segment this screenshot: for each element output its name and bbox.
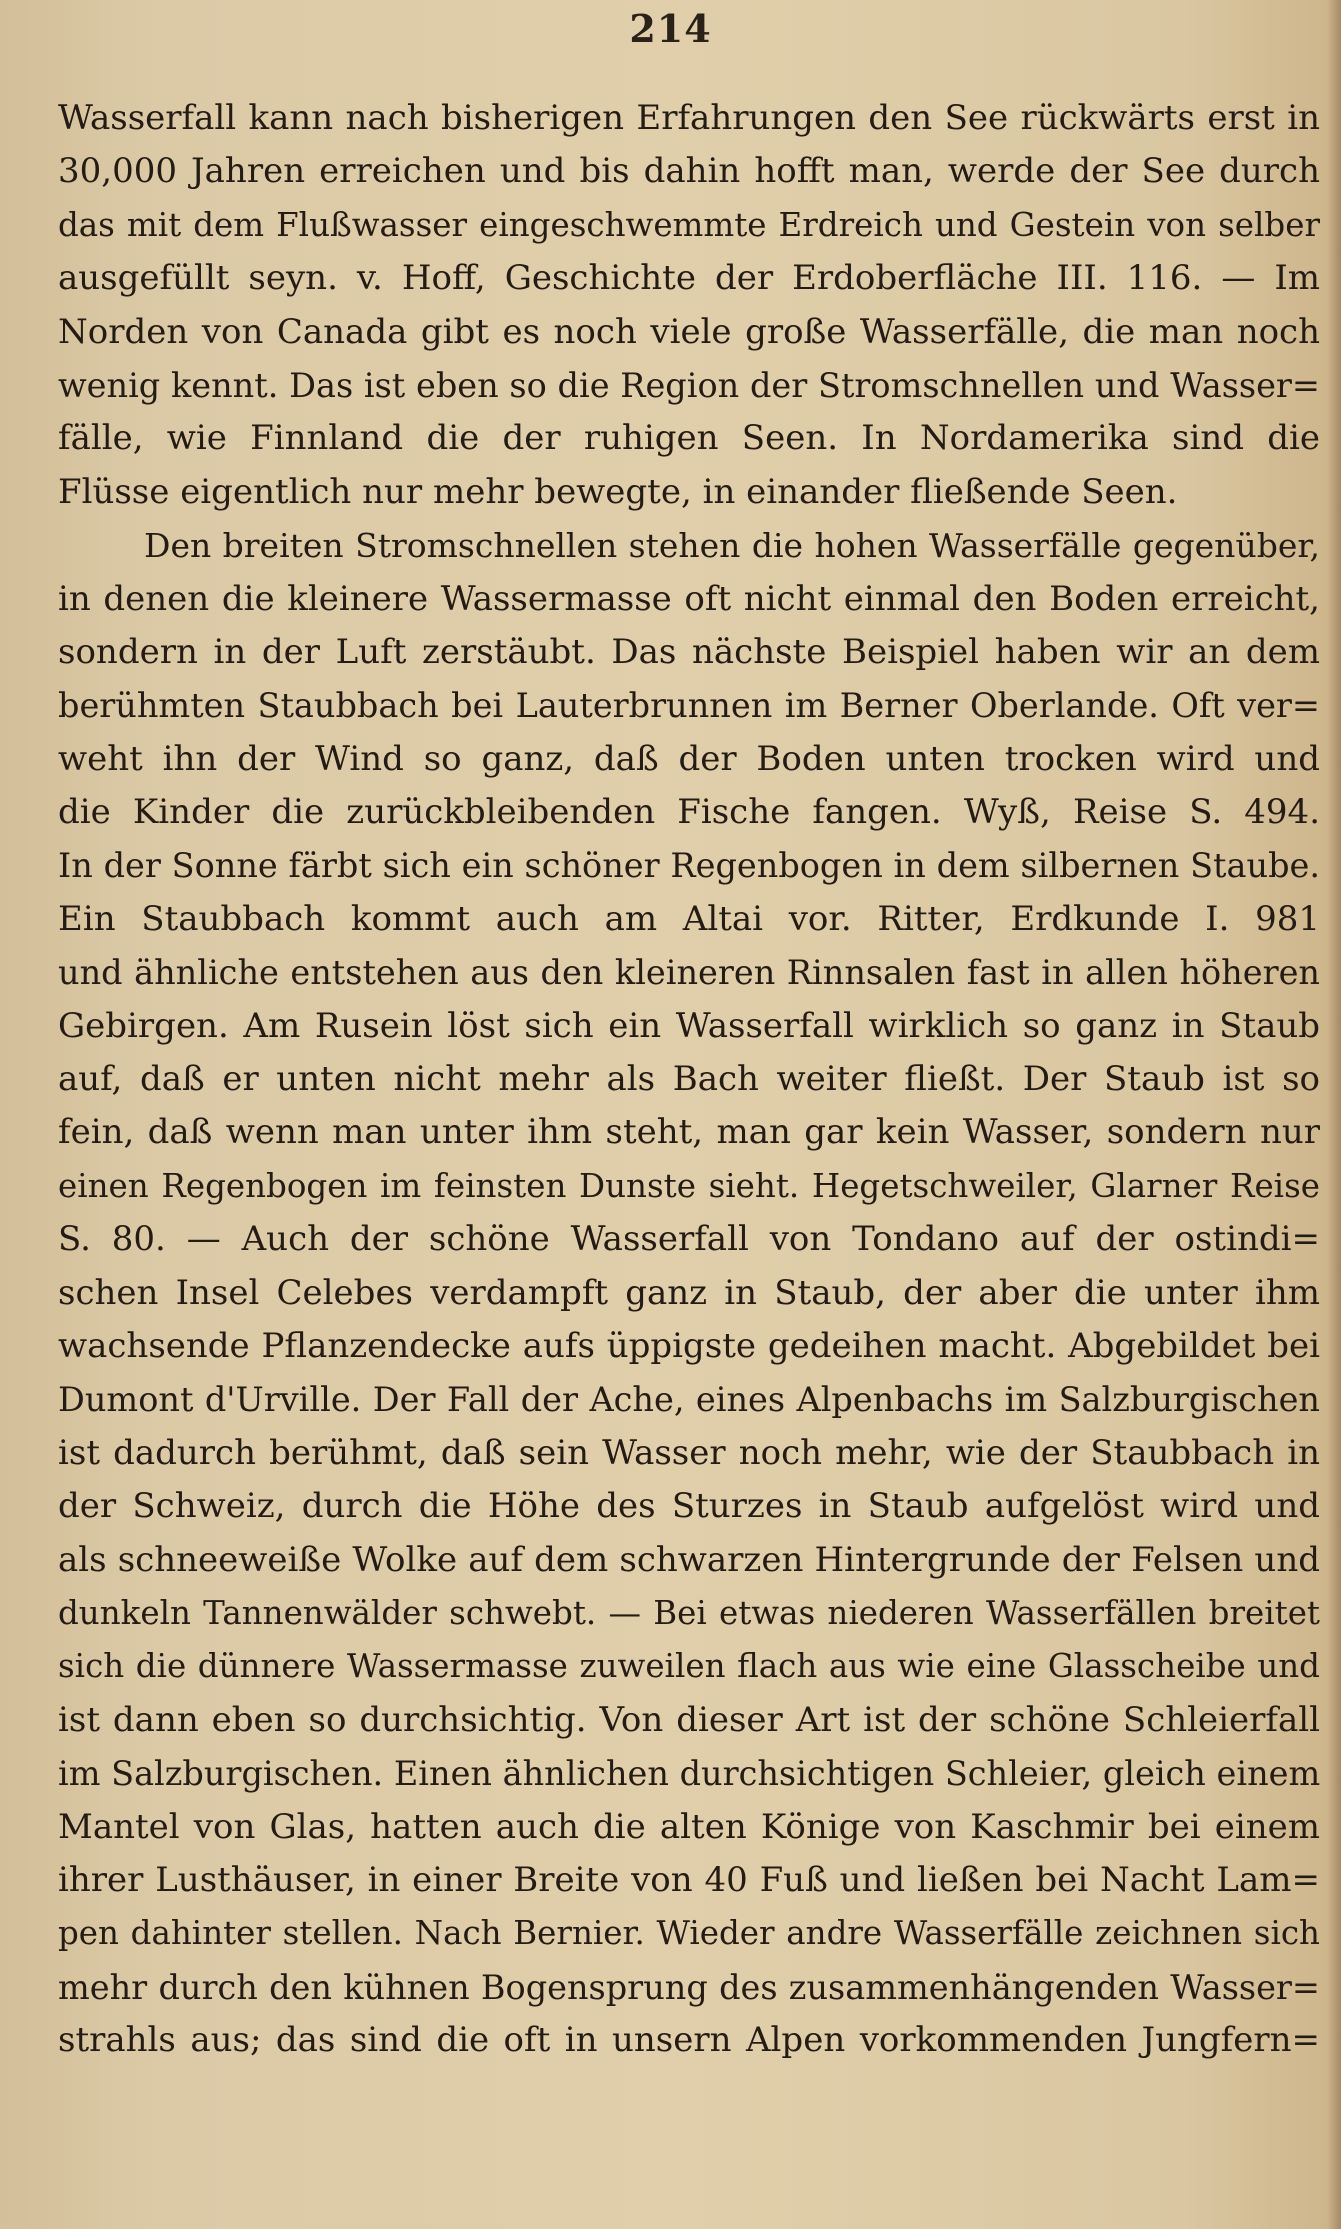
text-line: das mit dem Flußwasser eingeschwemmte Erdreich und Gestein von selber xyxy=(58,205,1320,244)
text-line: 30,000 Jahren erreichen und bis dahin hofft man, werde der See durch xyxy=(58,151,1320,192)
text-line: der Schweiz, durch die Höhe des Sturzes in Staub aufgelöst wird und xyxy=(58,1486,1320,1527)
text-line: fein, daß wenn man unter ihm steht, man gar kein Wasser, sondern nur xyxy=(58,1112,1320,1153)
text-line: S. 80. — Auch der schöne Wasserfall von Tondano auf der ostindi= xyxy=(58,1219,1320,1260)
text-line: Norden von Canada gibt es noch viele große Wasserfälle, die man noch xyxy=(58,311,1320,352)
text-line: weht ihn der Wind so ganz, daß der Boden unten trocken wird und xyxy=(58,738,1320,779)
text-line: ist dann eben so durchsichtig. Von dieser Art ist der schöne Schleierfall xyxy=(58,1699,1320,1740)
text-line: einen Regenbogen im feinsten Dunste sieht. Hegetschweiler, Glarner Reise xyxy=(58,1166,1320,1205)
text-line: sich die dünnere Wassermasse zuweilen flach aus wie eine Glasscheibe und xyxy=(58,1647,1320,1686)
text-line: auf, daß er unten nicht mehr als Bach weiter fließt. Der Staub ist so xyxy=(58,1059,1320,1100)
text-line: In der Sonne färbt sich ein schöner Regenbogen in dem silbernen Staube. xyxy=(58,846,1320,886)
text-line: schen Insel Celebes verdampft ganz in Staub, der aber die unter ihm xyxy=(58,1272,1320,1313)
text-line: dunkeln Tannenwälder schwebt. — Bei etwas niederen Wasserfällen breitet xyxy=(58,1593,1320,1632)
text-line: im Salzburgischen. Einen ähnlichen durchsichtigen Schleier, gleich einem xyxy=(58,1754,1320,1794)
text-line: pen dahinter stellen. Nach Bernier. Wieder andre Wasserfälle zeichnen sich xyxy=(58,1914,1320,1953)
text-line: Flüsse eigentlich nur mehr bewegte, in einander fließende Seen. xyxy=(58,471,1178,512)
text-line: Gebirgen. Am Rusein löst sich ein Wasserfall wirklich so ganz in Staub xyxy=(58,1005,1320,1046)
text-line: wenig kennt. Das ist eben so die Region der Stromschnellen und Wasser= xyxy=(58,365,1320,405)
text-line: sondern in der Luft zerstäubt. Das nächste Beispiel haben wir an dem xyxy=(58,631,1320,672)
text-line: berühmten Staubbach bei Lauterbrunnen im Berner Oberlande. Oft ver= xyxy=(58,686,1320,726)
text-line: als schneeweiße Wolke auf dem schwarzen Hintergrunde der Felsen und xyxy=(58,1539,1320,1580)
page-number: 214 xyxy=(629,6,712,51)
text-line: ist dadurch berühmt, daß sein Wasser noch mehr, wie der Staubbach in xyxy=(58,1432,1320,1473)
page-text xyxy=(58,92,1320,2067)
text-line: Wasserfall kann nach bisherigen Erfahrungen den See rückwärts erst in xyxy=(58,98,1320,138)
text-line: in denen die kleinere Wassermasse oft nicht einmal den Boden erreicht, xyxy=(58,578,1320,619)
text-line: strahls aus; das sind die oft in unsern Alpen vorkommenden Jungfern= xyxy=(58,2020,1320,2061)
text-line: Ein Staubbach kommt auch am Altai vor. Ritter, Erdkunde I. 981 xyxy=(58,898,1320,939)
text-line: ihrer Lusthäuser, in einer Breite von 40 Fuß und ließen bei Nacht Lam= xyxy=(58,1859,1320,1900)
text-line: die Kinder die zurückbleibenden Fische fangen. Wyß, Reise S. 494. xyxy=(58,792,1320,833)
text-line: Mantel von Glas, hatten auch die alten Könige von Kaschmir bei einem xyxy=(58,1806,1320,1847)
paragraph-start-line: Den breiten Stromschnellen stehen die hohen Wasserfälle gegenüber, xyxy=(144,526,1320,566)
text-line: wachsende Pflanzendecke aufs üppigste gedeihen macht. Abgebildet bei xyxy=(58,1325,1320,1366)
text-line: fälle, wie Finnland die der ruhigen Seen. In Nordamerika sind die xyxy=(58,418,1320,459)
text-line: und ähnliche entstehen aus den kleineren Rinnsalen fast in allen höheren xyxy=(58,953,1320,993)
text-line: ausgefüllt seyn. v. Hoff, Geschichte der Erdoberfläche III. 116. — Im xyxy=(58,258,1320,299)
text-line: mehr durch den kühnen Bogensprung des zusammenhängenden Wasser= xyxy=(58,1967,1320,2007)
text-line: Dumont d'Urville. Der Fall der Ache, eines Alpenbachs im Salzburgischen xyxy=(58,1380,1320,1420)
